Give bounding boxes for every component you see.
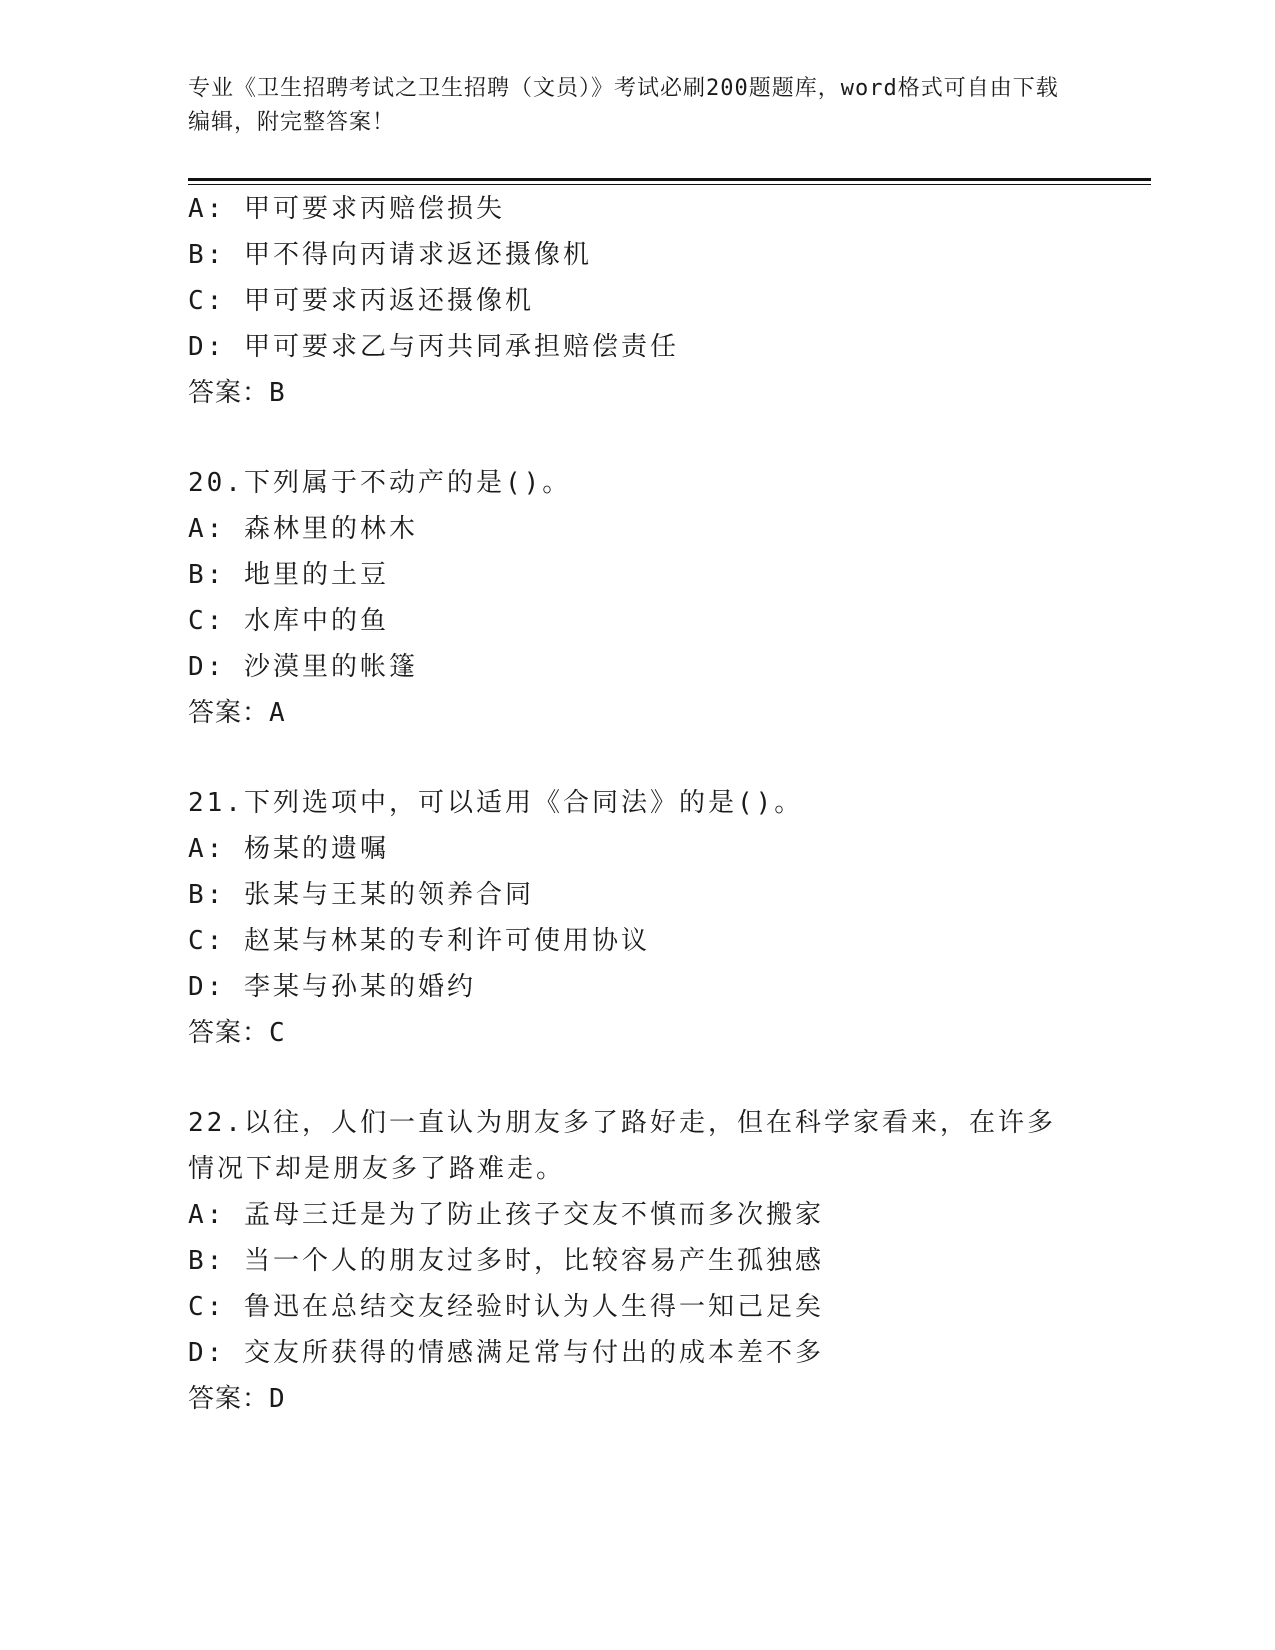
answer-line	[188, 1010, 1088, 1056]
option-a: A: 孟母三迁是为了防止孩子交友不慎而多次搬家	[188, 1200, 824, 1230]
header-text: 专业《卫生招聘考试之卫生招聘（文员）》考试必刷200题题库，word格式可自由下载编辑，附完整答案！	[188, 76, 1059, 135]
option-b: B: 张某与王某的领养合同	[188, 880, 534, 910]
question-stem: 22.以往，人们一直认为朋友多了路好走，但在科学家看来，在许多情况下却是朋友多了路难走。	[188, 1108, 1056, 1184]
answer-value: C	[269, 1018, 286, 1048]
option-a: A: 森林里的林木	[188, 514, 418, 544]
answer-label: 答案：	[188, 1384, 270, 1414]
option-d: D: 沙漠里的帐篷	[188, 652, 418, 682]
option-b: B: 甲不得向丙请求返还摄像机	[188, 240, 592, 270]
option-a: A: 杨某的遗嘱	[188, 834, 389, 864]
question-block	[188, 460, 1088, 736]
answer-value: A	[269, 698, 286, 728]
question-stem: 21.下列选项中，可以适用《合同法》的是()。	[188, 788, 804, 818]
answer-value: B	[269, 378, 286, 408]
option-c: C: 赵某与林某的专利许可使用协议	[188, 926, 650, 956]
option-d: D: 李某与孙某的婚约	[188, 972, 476, 1002]
option-c: C: 鲁迅在总结交友经验时认为人生得一知己足矣	[188, 1292, 824, 1322]
answer-line	[188, 370, 1088, 416]
option-b: B: 当一个人的朋友过多时，比较容易产生孤独感	[188, 1246, 824, 1276]
question-list	[188, 186, 1088, 1422]
answer-line	[188, 690, 1088, 736]
question-block	[188, 780, 1088, 1056]
option-d: D: 交友所获得的情感满足常与付出的成本差不多	[188, 1338, 824, 1368]
header-divider-thin	[188, 184, 1151, 185]
answer-label: 答案：	[188, 698, 270, 728]
option-d: D: 甲可要求乙与丙共同承担赔偿责任	[188, 332, 679, 362]
option-c: C: 水库中的鱼	[188, 606, 389, 636]
question-block	[188, 1100, 1088, 1422]
question-stem: 20.下列属于不动产的是()。	[188, 468, 572, 498]
header-divider-thick	[188, 178, 1151, 181]
document-header	[188, 72, 1068, 140]
question-block	[188, 186, 1088, 416]
answer-label: 答案：	[188, 378, 270, 408]
answer-value: D	[269, 1384, 286, 1414]
option-b: B: 地里的土豆	[188, 560, 389, 590]
answer-label: 答案：	[188, 1018, 270, 1048]
answer-line	[188, 1376, 1088, 1422]
option-c: C: 甲可要求丙返还摄像机	[188, 286, 534, 316]
option-a: A: 甲可要求丙赔偿损失	[188, 194, 505, 224]
